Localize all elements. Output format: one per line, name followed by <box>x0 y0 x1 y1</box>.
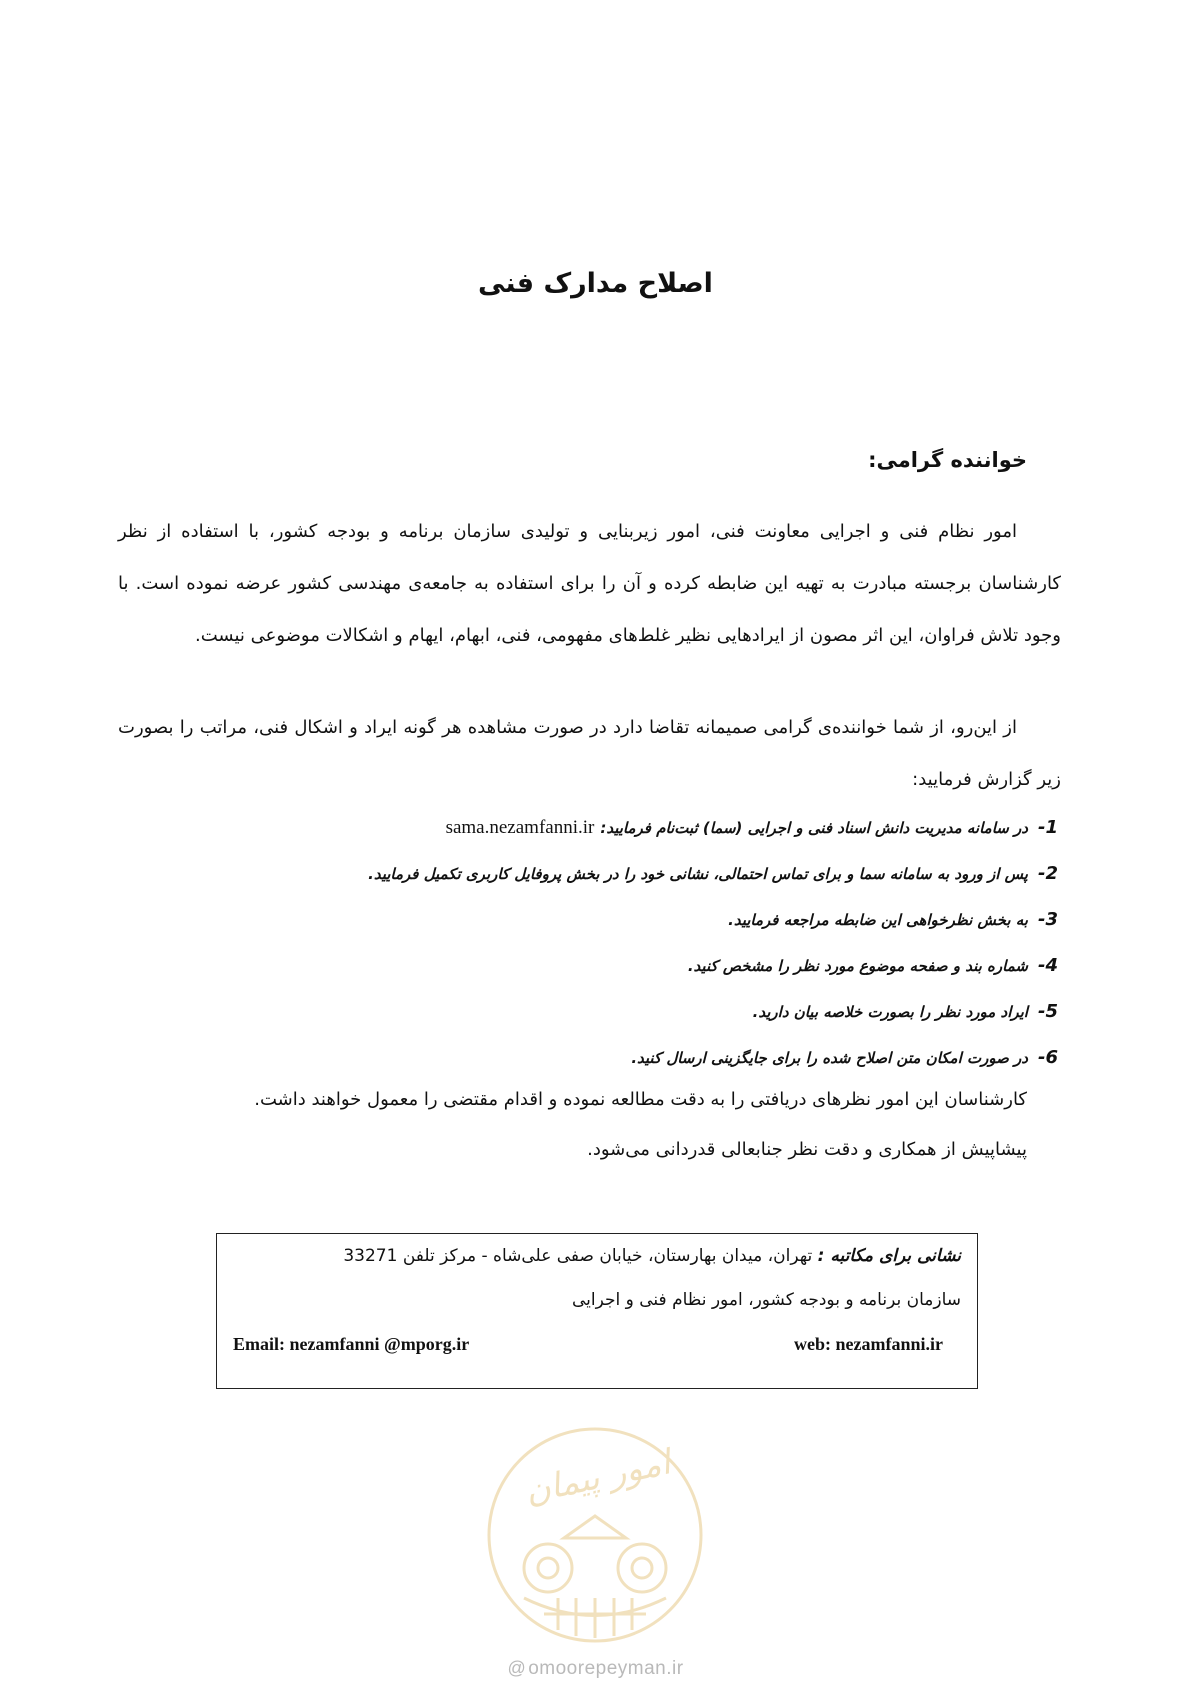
watermark-site: omoorepeyman.ir <box>528 1658 684 1679</box>
greeting-heading: خواننده گرامی: <box>868 448 1027 472</box>
address-label: نشانی برای مکاتبه : <box>817 1246 961 1266</box>
step-item <box>98 943 1058 989</box>
step-item <box>98 805 1058 851</box>
step-text: پس از ورود به سامانه سما و برای تماس احتمالی، نشانی خود را در بخش پروفایل کاربری تکمیل فرمایید. <box>368 865 1028 883</box>
request-paragraph: از این‌رو، از شما خواننده‌ی گرامی صمیمانه تقاضا دارد در صورت مشاهده هر گونه ایراد و اشکال فنی، مراتب را بصورت زیر گزارش فرمایید: <box>118 717 1061 790</box>
report-steps-list <box>98 805 1058 1081</box>
document-title: اصلاح مدارک فنی <box>478 268 713 299</box>
omoorepeyman-logo-watermark <box>484 1418 706 1652</box>
step-number: 1- <box>1037 817 1058 838</box>
step-text: به بخش نظرخواهی این ضابطه مراجعه فرمایید. <box>728 911 1028 929</box>
closing-line-thanks: پیشاپیش از همکاری و دقت نظر جنابعالی قدردانی می‌شود. <box>587 1139 1027 1160</box>
closing-text <box>254 1075 1027 1175</box>
step-number: 2- <box>1037 863 1058 884</box>
step-item <box>98 851 1058 897</box>
step-item <box>98 989 1058 1035</box>
step-text: در سامانه مدیریت دانش اسناد فنی و اجرایی (سما) ثبت‌نام فرمایید: <box>600 819 1028 837</box>
website-address[interactable]: web: nezamfanni.ir <box>794 1334 943 1354</box>
step-number: 5- <box>1037 1001 1058 1022</box>
watermark-site-text <box>0 1658 1191 1680</box>
step-text: شماره بند و صفحه موضوع مورد نظر را مشخص کنید. <box>687 957 1028 975</box>
step-text: ایراد مورد نظر را بصورت خلاصه بیان دارید. <box>752 1003 1028 1021</box>
address-line <box>343 1246 961 1266</box>
at-icon: @ <box>507 1658 527 1678</box>
contact-box <box>216 1233 978 1389</box>
logo-script-text: امور پیمان <box>521 1442 674 1513</box>
address-text: تهران، میدان بهارستان، خیابان صفی علی‌شاه - مرکز تلفن 33271 <box>343 1246 813 1266</box>
step-text: در صورت امکان متن اصلاح شده را برای جایگزینی ارسال کنید. <box>631 1049 1028 1067</box>
sama-site-link[interactable]: sama.nezamfanni.ir <box>445 817 595 838</box>
step-number: 4- <box>1037 955 1058 976</box>
step-number: 6- <box>1037 1047 1058 1068</box>
email-address[interactable]: Email: nezamfanni @mporg.ir <box>233 1334 470 1354</box>
closing-line-review: کارشناسان این امور نظرهای دریافتی را به دقت مطالعه نموده و اقدام مقتضی را معمول خواهند داشت. <box>254 1089 1027 1110</box>
intro-paragraph: امور نظام فنی و اجرایی معاونت فنی، امور زیربنایی و تولیدی سازمان برنامه و بودجه کشور، با استفاده از نظر کارشناسان برجسته مبادرت به تهیه این ضابطه کرده و آن را برای استفاده به جامعه‌ی مهندسی کشور عرضه نموده است. با وجود تلاش فراوان، این اثر مصون از ایرادهایی نظیر غلط‌های مفهومی، فنی، ابهام، ایهام و اشکالات موضوعی نیست. <box>118 521 1061 646</box>
step-item <box>98 897 1058 943</box>
step-number: 3- <box>1037 909 1058 930</box>
organization-line: سازمان برنامه و بودجه کشور، امور نظام فنی و اجرایی <box>571 1290 961 1310</box>
